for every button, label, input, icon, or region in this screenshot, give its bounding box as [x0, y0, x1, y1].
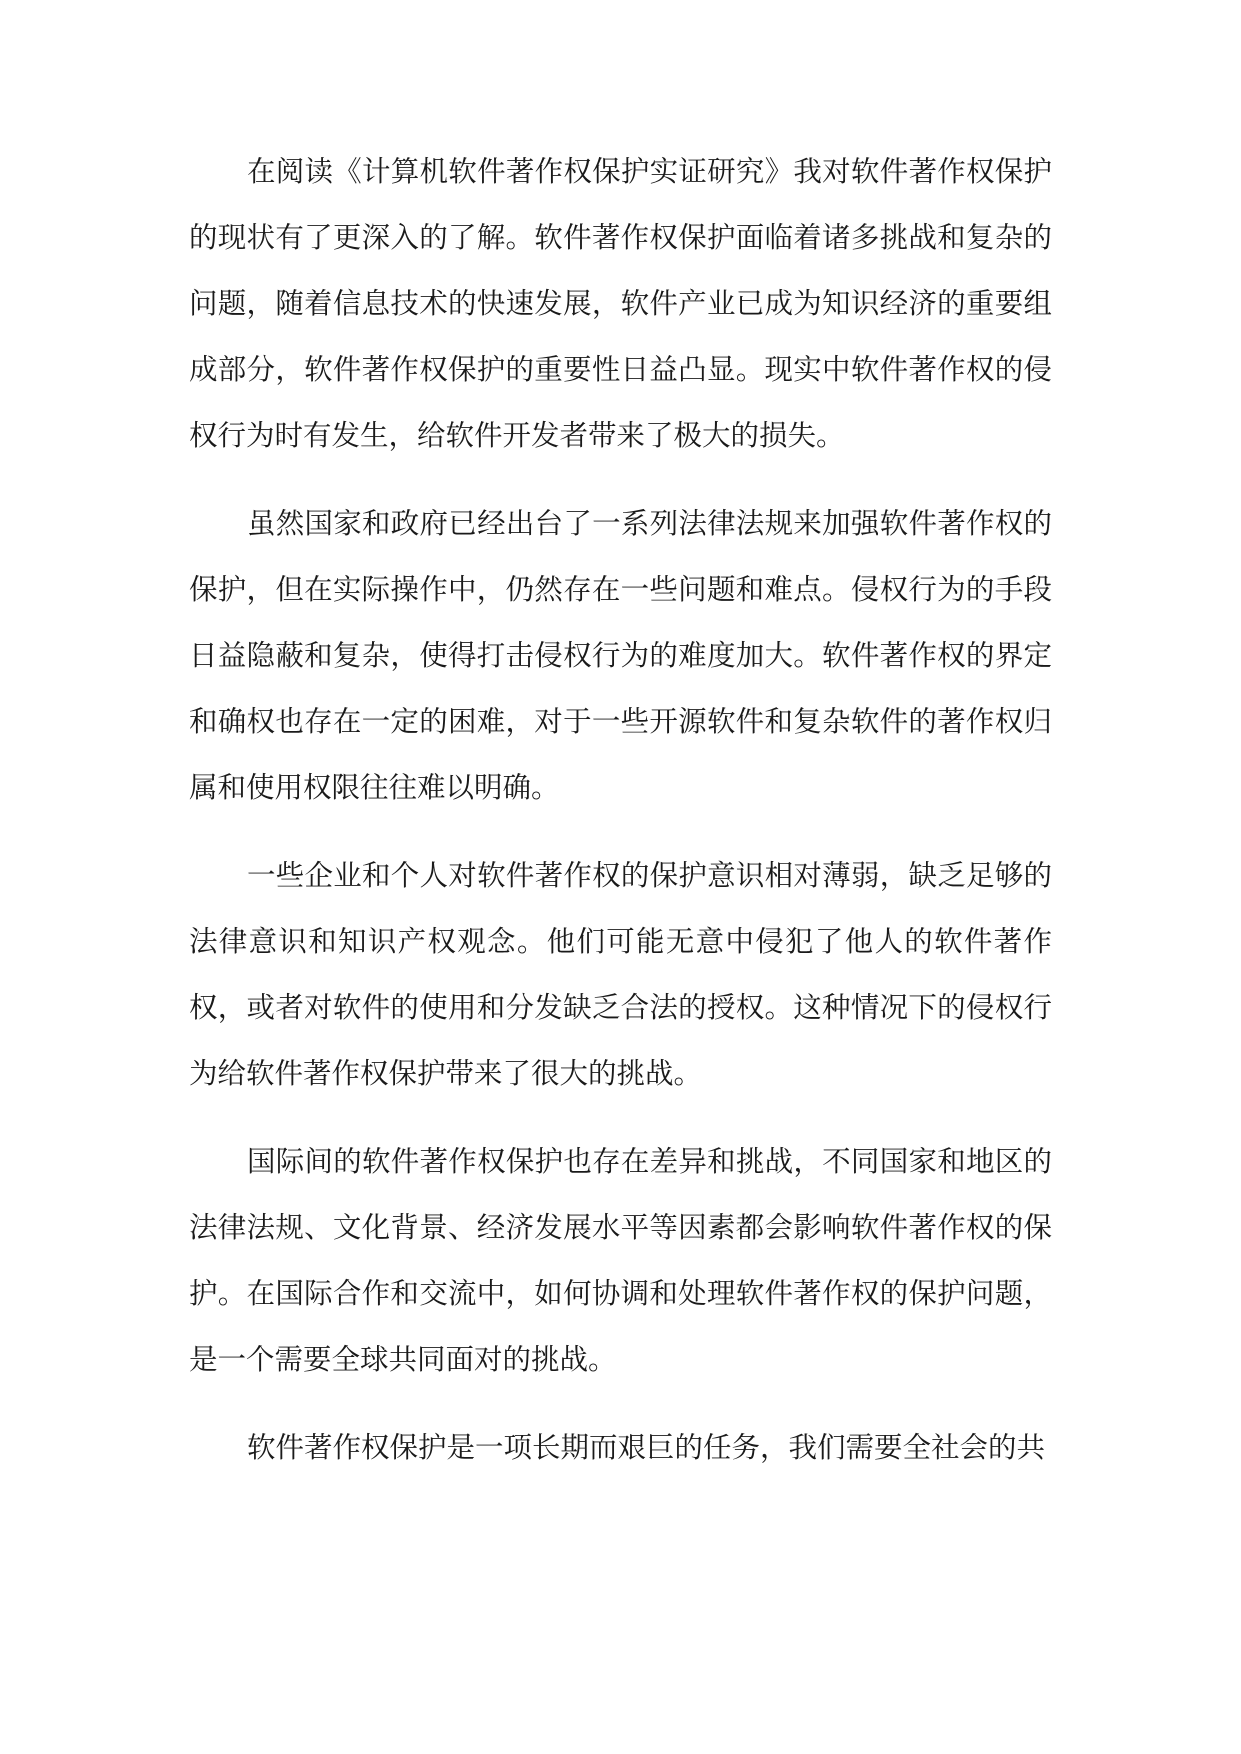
document-body — [189, 139, 1052, 1481]
paragraph-1: 在阅读《计算机软件著作权保护实证研究》我对软件著作权保护的现状有了更深入的了解。软件著作权保护面临着诸多挑战和复杂的问题，随着信息技术的快速发展，软件产业已成为知识经济的重要组成部分，软件著作权保护的重要性日益凸显。现实中软件著作权的侵权行为时有发生，给软件开发者带来了极大的损失。 — [189, 155, 1052, 452]
paragraph-3: 一些企业和个人对软件著作权的保护意识相对薄弱，缺乏足够的法律意识和知识产权观念。他们可能无意中侵犯了他人的软件著作权，或者对软件的使用和分发缺乏合法的授权。这种情况下的侵权行为给软件著作权保护带来了很大的挑战。 — [189, 859, 1052, 1090]
paragraph-4: 国际间的软件著作权保护也存在差异和挑战，不同国家和地区的法律法规、文化背景、经济发展水平等因素都会影响软件著作权的保护。在国际合作和交流中，如何协调和处理软件著作权的保护问题，是一个需要全球共同面对的挑战。 — [189, 1145, 1052, 1376]
paragraph-5: 软件著作权保护是一项长期而艰巨的任务，我们需要全社会的共 — [247, 1431, 1046, 1464]
paragraph-2: 虽然国家和政府已经出台了一系列法律法规来加强软件著作权的保护，但在实际操作中，仍然存在一些问题和难点。侵权行为的手段日益隐蔽和复杂，使得打击侵权行为的难度加大。软件著作权的界定和确权也存在一定的困难，对于一些开源软件和复杂软件的著作权归属和使用权限往往难以明确。 — [189, 507, 1052, 804]
